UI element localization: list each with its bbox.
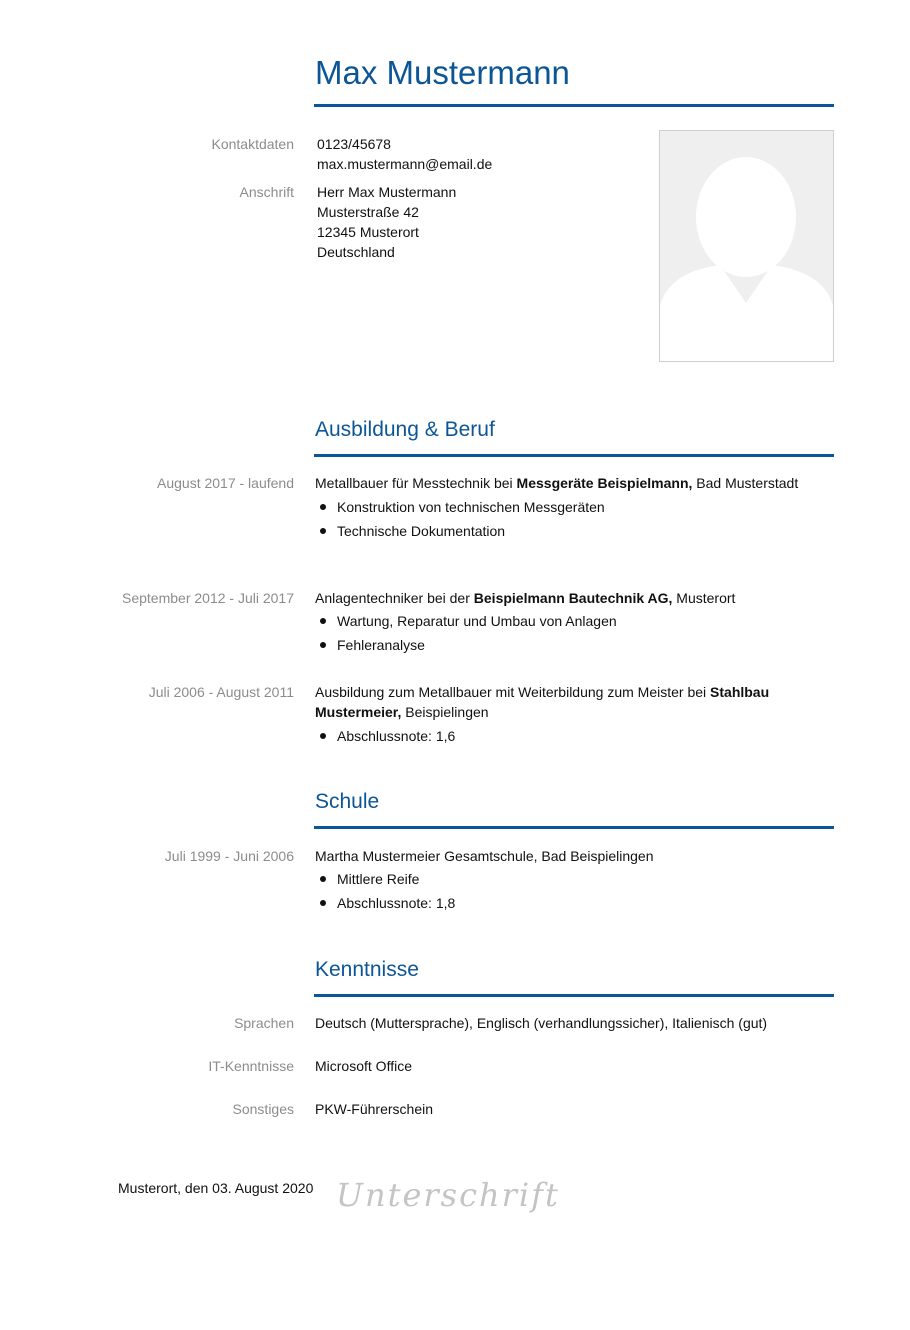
list-item: Abschlussnote: 1,6: [315, 724, 455, 748]
entry-company: Beispielmann Bautechnik AG,: [473, 590, 673, 606]
entry-date: August 2017 - laufend: [157, 475, 294, 491]
address-line: Deutschland: [317, 244, 395, 260]
page-title: Max Mustermann: [315, 54, 570, 91]
entry-title: Martha Mustermeier Gesamtschule, Bad Beispielingen: [315, 848, 654, 864]
entry-company: Messgeräte Beispielmann,: [516, 475, 693, 491]
skill-label: Sonstiges: [232, 1101, 294, 1117]
entry-title-continued: [315, 702, 489, 722]
address-line: 12345 Musterort: [317, 224, 419, 240]
entry-date: September 2012 - Juli 2017: [122, 590, 294, 606]
skill-value: Microsoft Office: [315, 1058, 412, 1074]
address-line: Herr Max Mustermann: [317, 184, 457, 200]
entry-location: Musterort: [672, 590, 736, 606]
entry-title: [315, 682, 769, 702]
contact-label: Kontaktdaten: [211, 136, 294, 152]
list-item: Abschlussnote: 1,8: [315, 891, 455, 915]
entry-bullet-list: [315, 867, 455, 915]
section-divider: [314, 994, 834, 997]
section-title-skills: Kenntnisse: [315, 958, 419, 981]
title-divider: [314, 104, 834, 107]
section-divider: [314, 826, 834, 829]
skill-value: Deutsch (Muttersprache), Englisch (verhandlungssicher), Italienisch (gut): [315, 1015, 768, 1031]
list-item: Fehleranalyse: [315, 633, 617, 657]
list-item: Wartung, Reparatur und Umbau von Anlagen: [315, 609, 617, 633]
entry-date: Juli 2006 - August 2011: [148, 684, 294, 700]
entry-location: Beispielingen: [401, 704, 489, 720]
address-label: Anschrift: [239, 184, 294, 200]
skill-label: IT-Kenntnisse: [208, 1058, 294, 1074]
entry-role: Anlagentechniker bei der: [315, 590, 474, 606]
entry-role: Ausbildung zum Metallbauer mit Weiterbildung zum Meister bei: [315, 684, 711, 700]
address-line: Musterstraße 42: [317, 204, 419, 220]
section-title-career: Ausbildung & Beruf: [315, 418, 495, 441]
section-title-school: Schule: [315, 790, 380, 813]
person-silhouette-icon: [660, 131, 833, 361]
signature-placeholder: Unterschrift: [336, 1176, 560, 1214]
entry-date: Juli 1999 - Juni 2006: [164, 848, 294, 864]
entry-location: Bad Musterstadt: [692, 475, 799, 491]
skill-label: Sprachen: [234, 1015, 294, 1031]
list-item: Mittlere Reife: [315, 867, 455, 891]
entry-bullet-list: [315, 724, 455, 748]
section-divider: [314, 454, 834, 457]
entry-bullet-list: [315, 609, 617, 657]
entry-title: [315, 588, 735, 608]
list-item: Konstruktion von technischen Messgeräten: [315, 495, 605, 519]
phone-number: 0123/45678: [317, 136, 391, 152]
list-item: Technische Dokumentation: [315, 519, 605, 543]
place-date: Musterort, den 03. August 2020: [118, 1180, 314, 1196]
entry-company: Mustermeier,: [315, 704, 402, 720]
entry-title: [315, 473, 798, 493]
entry-bullet-list: [315, 495, 605, 543]
entry-role: Metallbauer für Messtechnik bei: [315, 475, 517, 491]
email-address: max.mustermann@email.de: [317, 156, 493, 172]
entry-company: Stahlbau: [710, 684, 770, 700]
profile-photo-placeholder: [659, 130, 834, 362]
skill-value: PKW-Führerschein: [315, 1101, 434, 1117]
